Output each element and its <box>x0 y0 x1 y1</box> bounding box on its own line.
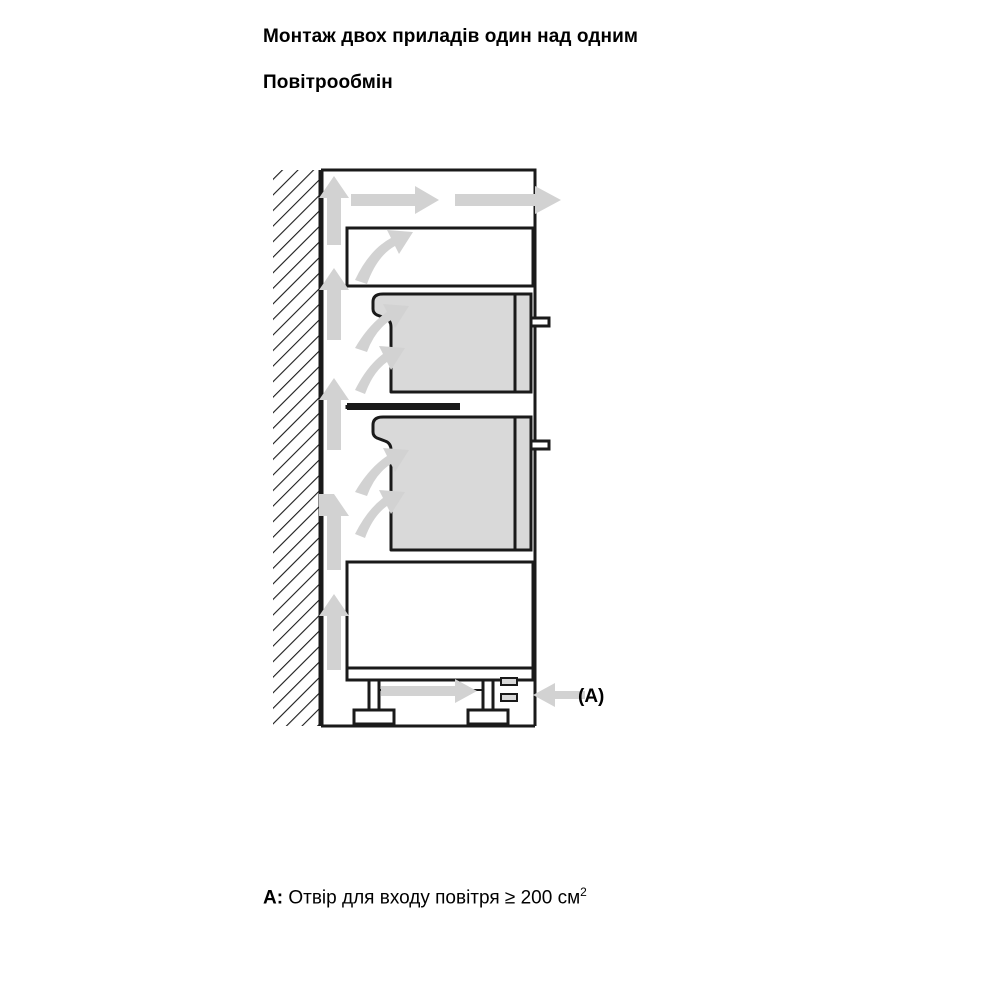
page-subtitle: Повітрообмін <box>263 72 393 93</box>
caption-prefix: A: <box>263 887 284 909</box>
caption-superscript: 2 <box>580 885 587 899</box>
callout-a-label: (A) <box>578 686 605 707</box>
diagram-svg <box>255 150 675 750</box>
bottom-compartment <box>347 562 533 680</box>
lower-appliance <box>347 408 549 550</box>
figure-caption <box>263 878 587 912</box>
title-block <box>263 24 903 96</box>
page-title: Монтаж двох приладів один над одним <box>263 26 639 47</box>
upper-appliance <box>347 294 549 409</box>
air-inlet-gap <box>501 678 517 701</box>
wall-hatching <box>273 170 321 726</box>
air-circulation-diagram <box>255 150 675 750</box>
caption-text: Отвір для входу повітря ≥ 200 см <box>283 887 581 909</box>
